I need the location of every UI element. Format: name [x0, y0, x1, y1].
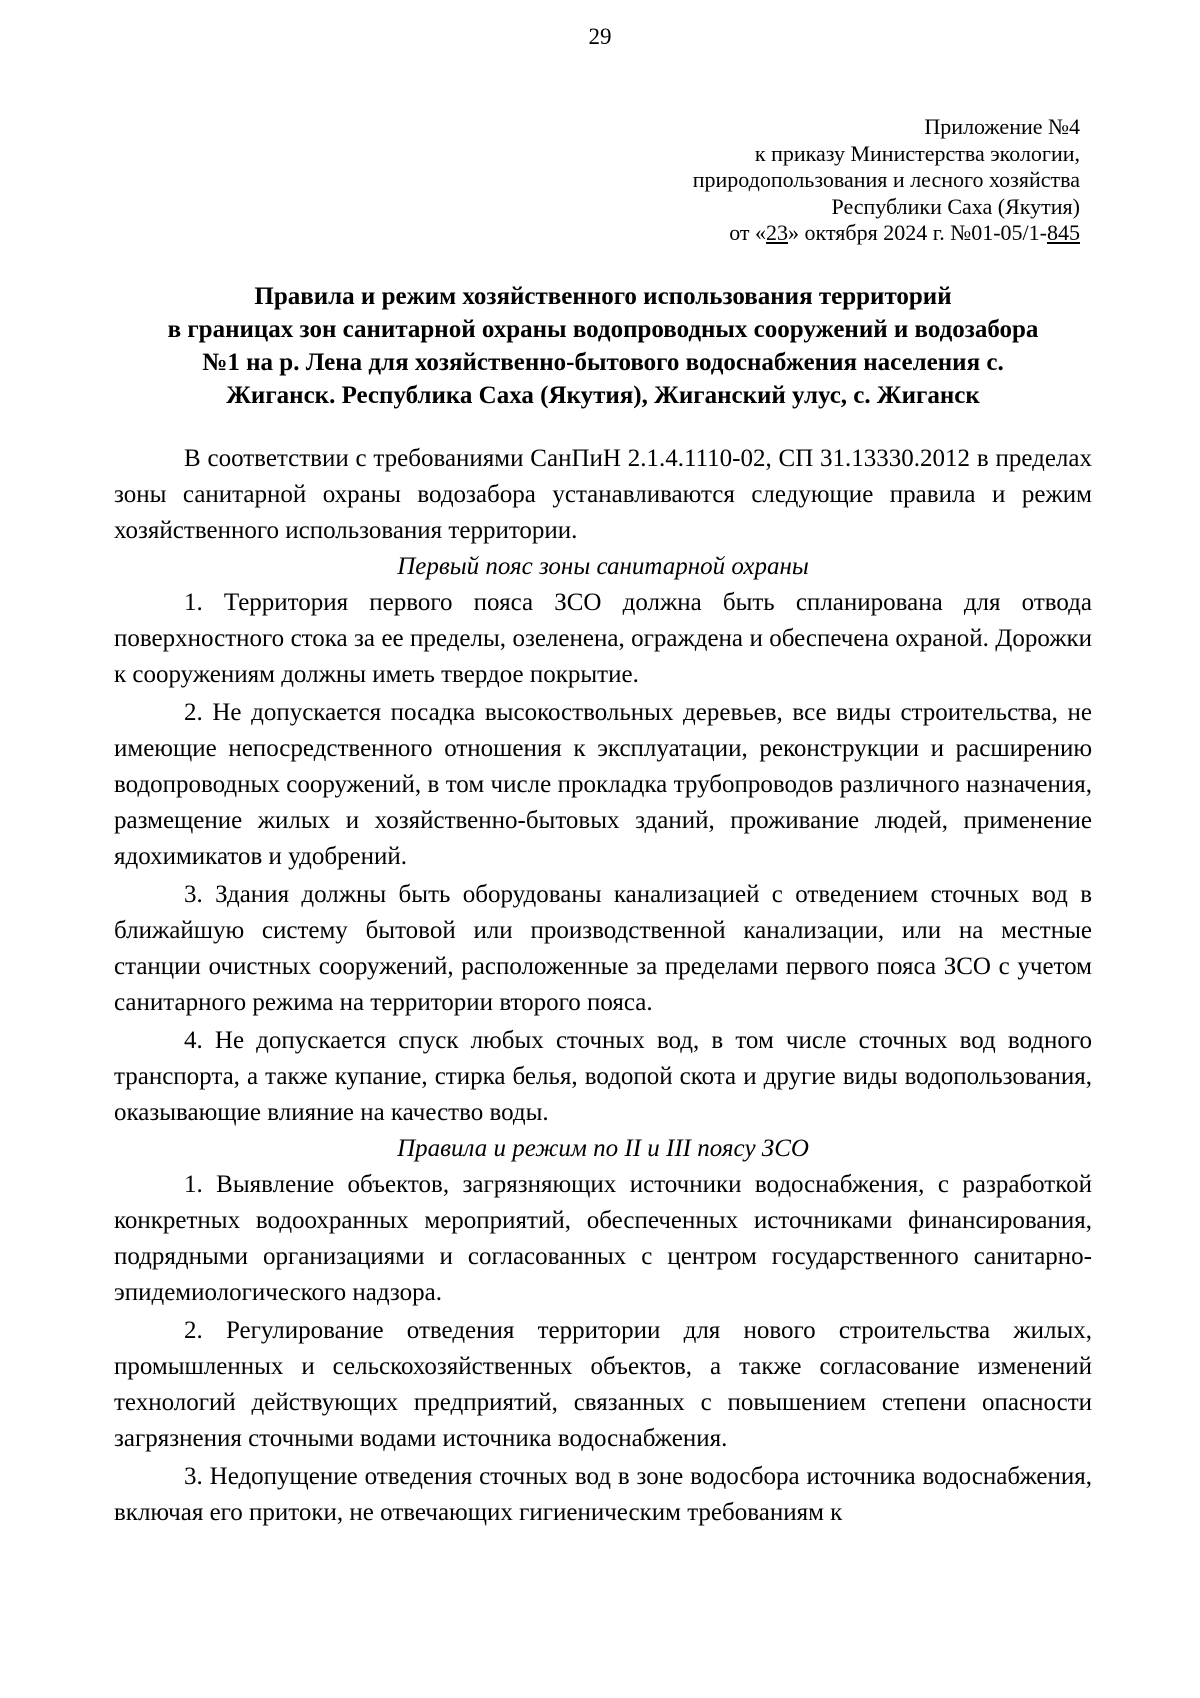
appendix-line-3: природопользования и лесного хозяйства [692, 167, 1080, 192]
title-line-1: Правила и режим хозяйственного использования территорий [254, 283, 952, 310]
section2-item-1: 1. Выявление объектов, загрязняющих источники водоснабжения, с разработкой конкретных водоохранных мероприятий, обеспеченных источниками финансирования, подрядными организациями и согласованных с центром государственного санитарно-эпидемиологического надзора. [114, 1171, 1092, 1306]
appendix-line-1: Приложение №4 [924, 114, 1080, 139]
appendix-order-date [693, 220, 1080, 247]
document-body [114, 441, 1092, 1531]
section1-item-1: 1. Территория первого пояса ЗСО должна быть спланирована для отвода поверхностного стока за ее пределы, озеленена, ограждена и обеспечена охраной. Дорожки к сооружениям должны иметь твердое покрытие. [114, 589, 1092, 688]
intro-paragraph: В соответствии с требованиями СанПиН 2.1.4.1110-02, СП 31.13330.2012 в пределах зоны санитарной охраны водозабора устанавливаются следующие правила и режим хозяйственного использования территории. [114, 445, 1092, 544]
appendix-block [693, 114, 1080, 247]
date-prefix: от « [729, 220, 767, 245]
title-line-3: №1 на р. Лена для хозяйственно-бытового водоснабжения населения с. [202, 349, 1004, 376]
appendix-line-4: Республики Саха (Якутия) [831, 193, 1080, 219]
appendix-line-2: к приказу Министерства экологии, [754, 140, 1080, 166]
date-middle: » октября 2024 г. №01-05/1- [788, 220, 1047, 245]
title-line-2: в границах зон санитарной охраны водопроводных сооружений и водозабора [167, 316, 1039, 343]
section2-item-3: 3. Недопущение отведения сточных вод в зоне водосбора источника водоснабжения, включая его притоки, не отвечающих гигиеническим требованиям к [114, 1463, 1092, 1526]
section-heading-first-zone: Первый пояс зоны санитарной охраны [397, 553, 809, 580]
page-number: 29 [588, 24, 612, 49]
section1-item-2: 2. Не допускается посадка высокоствольных деревьев, все виды строительства, не имеющие непосредственного отношения к эксплуатации, реконструкции и расширению водопроводных сооружений, в том числе прокладка трубопроводов различного назначения, размещение жилых и хозяйственно-бытовых зданий, проживание людей, применение ядохимикатов и удобрений. [114, 699, 1092, 870]
section1-item-4: 4. Не допускается спуск любых сточных вод, в том числе сточных вод водного транспорта, а также купание, стирка белья, водопой скота и другие виды водопользования, оказывающие влияние на качество воды. [114, 1027, 1092, 1126]
section-heading-second-third-zone: Правила и режим по II и III поясу ЗСО [397, 1135, 809, 1162]
section2-item-2: 2. Регулирование отведения территории для нового строительства жилых, промышленных и сельскохозяйственных объектов, а также согласование изменений технологий действующих предприятий, связанных с повышением степени опасности загрязнения сточными водами источника водоснабжения. [114, 1317, 1092, 1452]
document-title [114, 280, 1092, 412]
title-line-4: Жиганск. Республика Саха (Якутия), Жиганский улус, с. Жиганск [226, 382, 980, 409]
date-day: 23 [766, 220, 789, 245]
order-number: 845 [1047, 220, 1080, 245]
section1-item-3: 3. Здания должны быть оборудованы канализацией с отведением сточных вод в ближайшую систему бытовой или производственной канализации, или на местные станции очистных сооружений, расположенные за пределами первого пояса ЗСО с учетом санитарного режима на территории второго пояса. [114, 881, 1092, 1016]
